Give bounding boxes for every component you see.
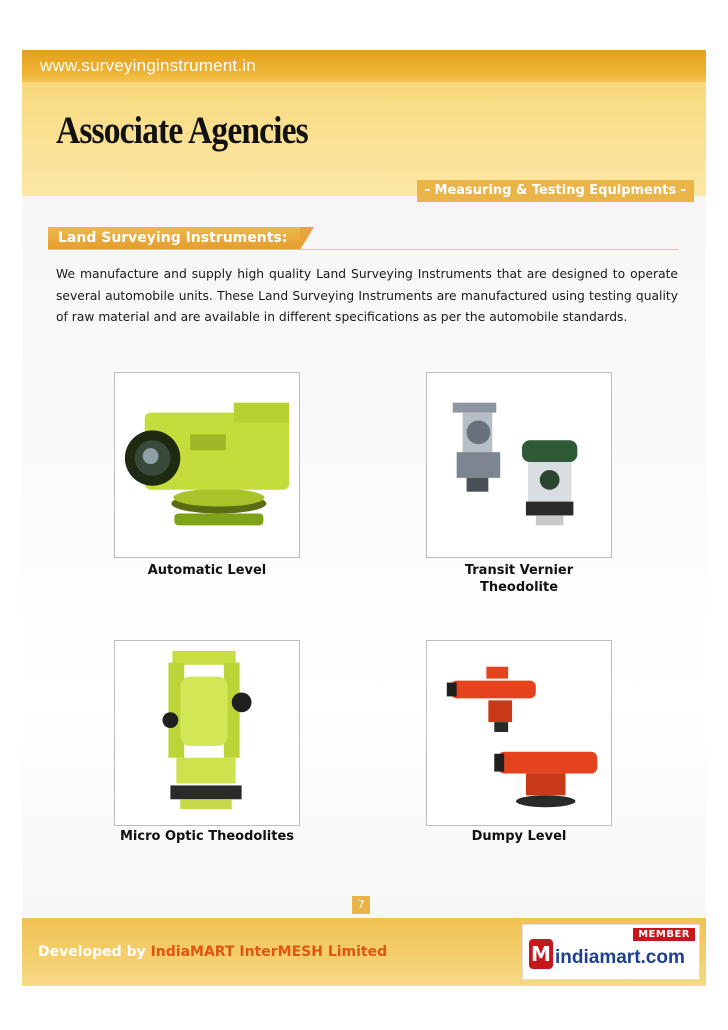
indiamart-logo-icon: M <box>529 939 553 969</box>
section-divider <box>48 249 678 250</box>
product-image-automatic-level <box>114 372 300 558</box>
company-name: Associate Agencies <box>56 109 308 152</box>
developer-link[interactable]: IndiaMART InterMESH Limited <box>150 944 388 960</box>
product-caption-transit-vernier-theodolite: Transit Vernier Theodolite <box>464 563 574 595</box>
product-image-micro-optic-theodolite <box>114 640 300 826</box>
product-caption-dumpy-level: Dumpy Level <box>471 829 567 844</box>
header-strip <box>22 50 706 82</box>
tagline: - Measuring & Testing Equipments - <box>417 180 694 202</box>
product-caption-micro-optic-theodolites: Micro Optic Theodolites <box>119 829 294 844</box>
page-number: 7 <box>352 896 370 914</box>
transit-vernier-theodolite-image <box>427 373 611 557</box>
indiamart-brand: indiamart.com <box>555 947 685 968</box>
product-caption-automatic-level: Automatic Level <box>147 563 267 578</box>
product-image-dumpy-level <box>426 640 612 826</box>
product-image-transit-vernier-theodolite <box>426 372 612 558</box>
indiamart-member-badge[interactable] <box>522 924 700 980</box>
dumpy-level-image <box>427 641 611 825</box>
brochure-page <box>22 50 706 986</box>
member-label: MEMBER <box>633 928 695 941</box>
automatic-level-image <box>115 373 299 557</box>
page-header <box>22 50 706 196</box>
developed-by-label: Developed by <box>38 944 146 960</box>
page-footer <box>22 918 706 986</box>
developed-by-line <box>38 944 387 960</box>
micro-optic-theodolite-image <box>115 641 299 825</box>
site-url[interactable]: www.surveyinginstrument.in <box>40 56 256 75</box>
section-title: Land Surveying Instruments: <box>48 227 300 250</box>
intro-paragraph: We manufacture and supply high quality Land Surveying Instruments that are designed to operate several automobile units. These Land Surveying Instruments are manufactured using testing quality of raw material and are available in different specifications as per the automobile standards. <box>56 267 678 324</box>
